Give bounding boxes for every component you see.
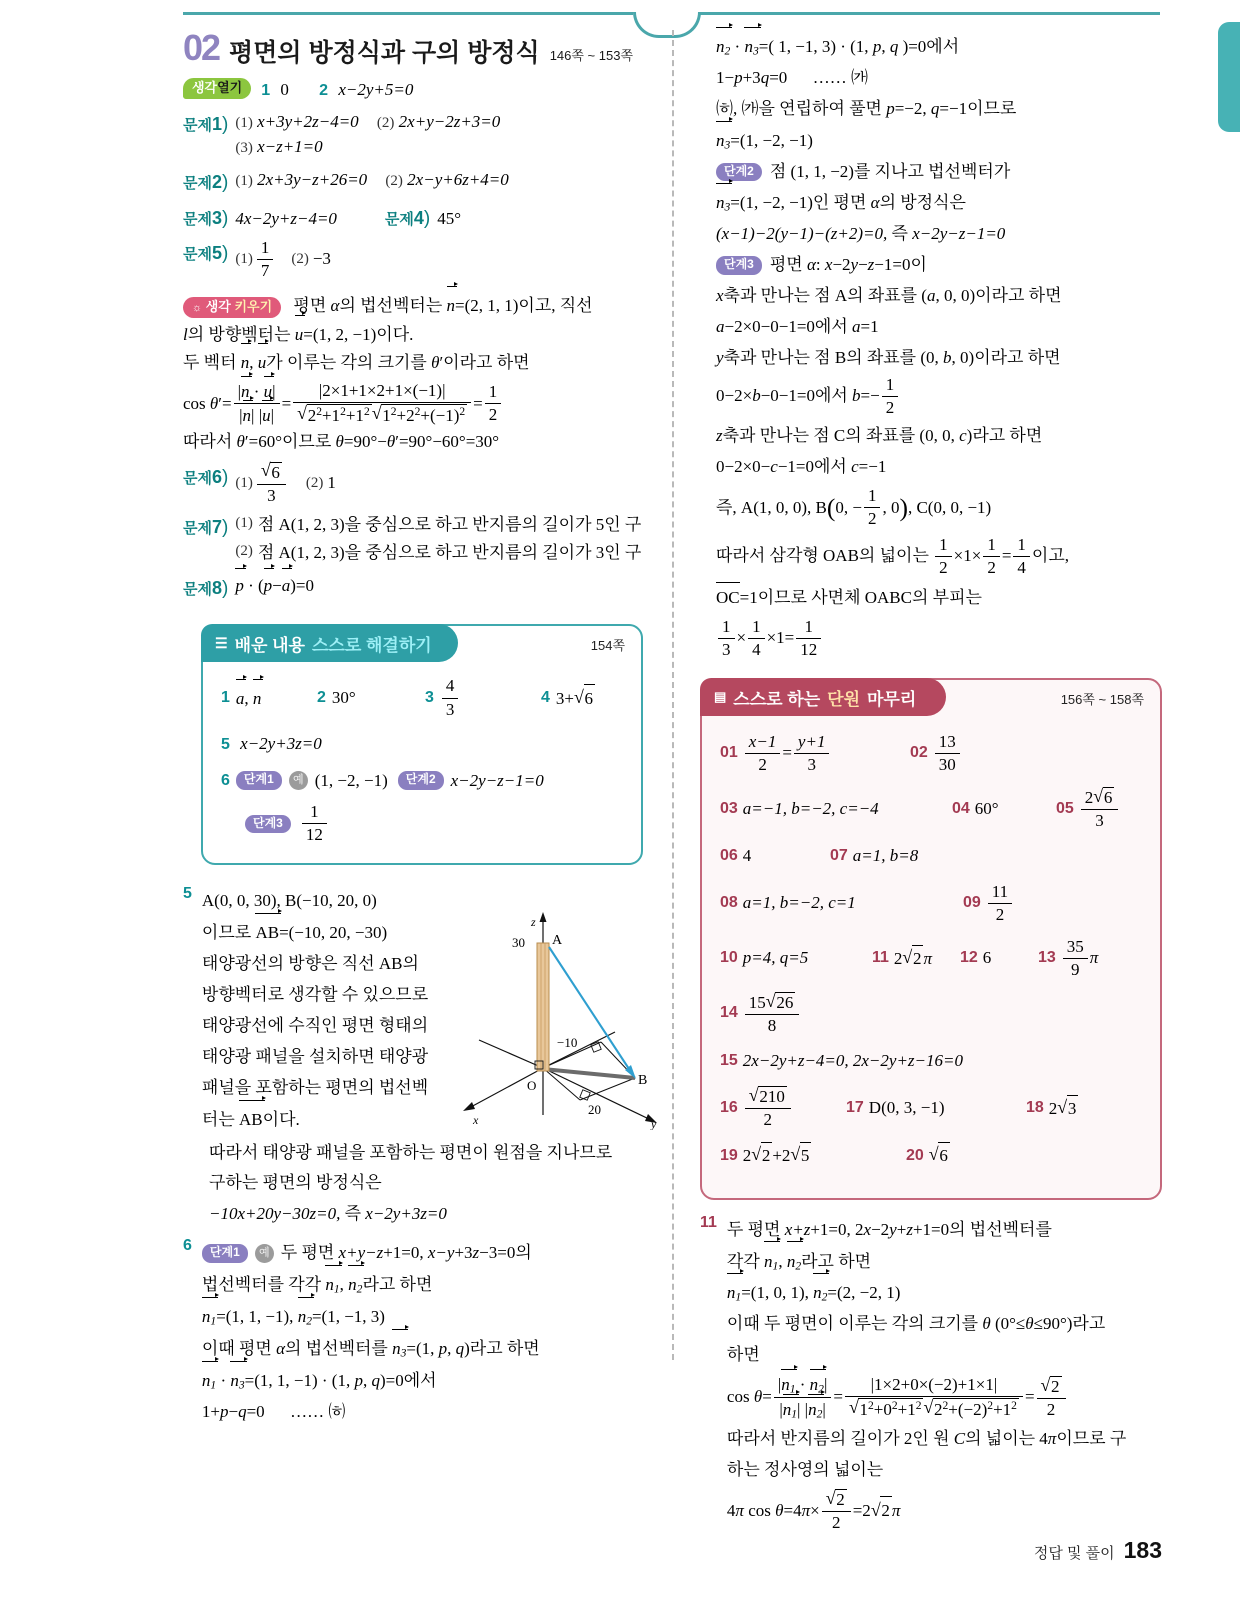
wrapup-row-3: [720, 843, 1142, 869]
sol11-line-3: $n_1=(1$, 0, 1), $n_2=(2$, −2, 1): [727, 1278, 1162, 1308]
sol6r-line-1: $n_2 \cdot n_3=$( 1, −1, 3) · (1, p, q )=0에서: [716, 32, 1162, 62]
wrapup-header-b: 단원: [827, 689, 860, 709]
problem-6-answer-1: [257, 462, 286, 506]
wrapup-num-06: 06: [720, 847, 738, 865]
answer-text: 2x+y−2z+3=0: [398, 111, 501, 131]
teal-num-5: 5: [221, 735, 230, 753]
mark: (1): [235, 173, 253, 190]
sol11-tail-3: 4π cos θ=4π× √ $\frac{2}{2}$ =2 √ 2 π: [727, 1489, 1162, 1533]
mark: (2): [376, 114, 395, 131]
sol5-line-1: A(0, 0, 30), B(−10, 20, 0): [201, 891, 377, 911]
sol11-formula: cos θ= $\frac{|n_1 \cdot n_2|}{|n_1| |n_2|}$ = |1×2+0×(−2)+1×1| √ $1^2+0^2+1^2$ √ $2^2+(-2)^2+1^2$ = √ $\frac{2}{2}$: [727, 1374, 1162, 1421]
opening-tag-b: 열기: [217, 80, 243, 95]
x-axis-arrow: [463, 1102, 475, 1111]
wrapup-val-08: a=1, b=−2, c=1: [742, 893, 856, 912]
answer-text: 2x+3y−z+26=0: [257, 170, 368, 190]
chapter-header: [183, 27, 653, 68]
teal-num-6: 6: [221, 771, 230, 789]
solution-6-continued: [716, 32, 1162, 660]
problem-row-1: [183, 109, 653, 162]
page-footer: [1034, 1537, 1162, 1564]
problem-label-6: 문제6): [183, 466, 229, 488]
wrapup-num-10: 10: [720, 948, 738, 966]
problem-6-answer-2: 1: [327, 473, 336, 493]
numerator: 1: [257, 238, 274, 260]
problem-label-2: 문제2): [183, 172, 229, 194]
teal-answer-3: $\frac{4}{3}$: [442, 676, 459, 719]
sol6r-step2-line-2: $n_3=(1$, −2, −1)인 평면 α의 방정식은: [716, 188, 1162, 218]
footer-page-number: 183: [1123, 1537, 1162, 1563]
think-grow-formula: cos θ′= $\frac{|n \cdot u|}{|n| |u|}$ = |2×1+1×2+1×(−1)| √ $2^2+1^2+1^2$ √ $1^2+2^2+(-1)^2$ = $\frac{1}{2}$: [183, 381, 653, 426]
mark: (2): [385, 173, 403, 190]
opening-tag: [183, 78, 251, 99]
diagram-svg: [455, 900, 665, 1130]
teal-step3-value: [302, 802, 327, 845]
wrapup-num-04: 04: [952, 799, 970, 817]
wrapup-num-16: 16: [720, 1098, 738, 1116]
sol6r-step3-line-5: 0−2×b−0−1=0에서 b=− $\frac{1}{2}$: [716, 375, 1162, 418]
think-grow-line-3: 두 벡터 n, u가 이루는 각의 크기를 θ′이라고 하면: [183, 348, 653, 377]
problem-row-7: [183, 512, 653, 567]
top-rule-right: [700, 12, 1160, 15]
teal-answer-row-2: [221, 730, 623, 758]
chapter-number: 02: [183, 27, 220, 68]
sol6r-step3-line-3: a−2×0−0−1=0에서 a=1: [716, 317, 879, 337]
teal-answer-1: a, n: [236, 684, 262, 712]
chapter-title: 평면의 방정식과 구의 방정식: [229, 39, 540, 67]
teal-num-4: 4: [541, 689, 550, 707]
sol6r-step3-line-10: OC=1이므로 사면체 OABC의 부피는: [716, 582, 1162, 613]
label-minus10: −10: [557, 1035, 578, 1050]
teal-num-3: 3: [425, 689, 434, 707]
sol6r-line-3: ㈍, ㈎을 연립하여 풀면 p=−2, q=−1이므로: [716, 98, 1017, 118]
problem-row-2: [183, 167, 653, 197]
sol11-tail-2: 하는 정사영의 넓이는: [726, 1460, 884, 1480]
negative-y-axis: [479, 1040, 543, 1068]
chapter-page-range: 146쪽 ~ 153쪽: [549, 48, 633, 63]
opening-item-2-num: 2: [319, 82, 329, 99]
wrapup-row-1: 01 $\frac{x-1}{2}$ = $\frac{y+1}{3}$ 02 $\frac{13}{30}$: [720, 732, 1142, 775]
teal-answer-2: 30°: [331, 688, 356, 708]
side-tab-marker: [1218, 22, 1240, 132]
sol6r-step3-line-6: z축과 만나는 점 C의 좌표를 (0, 0, c)라고 하면: [716, 425, 1043, 445]
wrapup-num-03: 03: [720, 799, 738, 817]
problem-label-8: 문제8): [183, 577, 229, 599]
problem-label-4: 문제4): [384, 207, 431, 229]
wrapup-num-18: 18: [1026, 1098, 1044, 1116]
z-axis-arrow: [540, 912, 547, 922]
problem-5-answer-1: [257, 238, 274, 281]
problem-7-line-1: [235, 513, 653, 538]
problem-1-line-2: [235, 135, 653, 160]
solution-11: [700, 1214, 1162, 1536]
problem-3-answer: 4x−2y+z−4=0: [235, 208, 337, 228]
problem-row-5: [183, 238, 653, 281]
mark: (1): [235, 514, 253, 531]
sol6-line-6: 1+p−q=0 …… ㈍: [201, 1401, 346, 1421]
sol5-tail-1: 따라서 태양광 패널을 포함하는 평면이 원점을 지나므로: [209, 1142, 613, 1162]
opening-item-2-answer: x−2y+5=0: [338, 80, 414, 99]
mark: (1): [235, 474, 253, 491]
problem-row-8: [183, 573, 653, 603]
wrapup-row-5: 10 p=4, q=5 11 2 √ 2 π 12 6 13 $\frac{35}{9}$ π: [720, 937, 1142, 980]
list-icon: ▤: [714, 689, 727, 705]
denominator: 12: [305, 825, 323, 845]
wrapup-val-07: a=1, b=8: [852, 846, 919, 866]
teal-num-2: 2: [317, 689, 326, 707]
sol6r-step2-line-1: 단계2 점 (1, 1, −2)를 지나고 법선벡터가: [716, 158, 1162, 187]
teal-step3-tag: 단계3: [245, 815, 291, 834]
answer-text: 점 A(1, 2, 3)을 중심으로 하고 반지름의 길이가 5인 구: [257, 514, 642, 534]
denominator: 3: [267, 485, 276, 505]
wrapup-num-19: 19: [720, 1146, 738, 1164]
opening-item-1-answer: 0: [280, 80, 289, 99]
problem-label-7: 문제7): [183, 516, 229, 538]
solution-5-number: 5: [183, 885, 192, 903]
problem-label-1: 문제1): [183, 113, 229, 135]
teal-step1-value: (1, −2, −1): [314, 771, 388, 791]
think-grow-line-2: l의 방향벡터는 u=(1, 2, −1)이다.: [183, 320, 653, 349]
wrapup-header-a: 스스로 하는: [733, 689, 821, 709]
wrapup-val-17: D(0, 3, −1): [868, 1098, 945, 1118]
sol6-line-4: 이때 평면 α의 법선벡터를 $n_3=(1$, p, q)라고 하면: [202, 1334, 653, 1364]
column-divider: [672, 30, 674, 1360]
sol6r-step3-line-7: 0−2×0−c−1=0에서 c=−1: [716, 456, 887, 476]
solution-6: [183, 1237, 653, 1428]
sol6r-step2-tag: 단계2: [716, 163, 762, 182]
wrapup-num-17: 17: [846, 1098, 864, 1116]
negative-x-axis: [543, 1032, 615, 1068]
coordinate-diagram: [455, 900, 665, 1130]
sol6r-step3-line-4: y축과 만나는 점 B의 좌표를 (0, b, 0)이라고 하면: [716, 347, 1061, 367]
sol6-example-badge: 예: [255, 1244, 274, 1263]
sol5-line-7: 패널을 포함하는 평면의 법선벡: [201, 1077, 429, 1097]
teal-answer-row-1: [221, 676, 623, 719]
teal-num-1: 1: [221, 689, 230, 707]
think-grow-line-5: 따라서 θ′=60°이므로 θ=90°−θ′=90°−60°=30°: [183, 432, 500, 452]
problem-label-3: 문제3): [183, 207, 229, 229]
answer-text: 2x−y+6z+4=0: [407, 170, 509, 190]
mark: (1): [235, 250, 253, 267]
answer-text: x−z+1=0: [257, 137, 323, 157]
vector-ab: [549, 947, 631, 1072]
think-grow-line-1: 평면 α의 법선벡터는 n=(2, 1, 1)이고, 직선: [293, 296, 592, 315]
teal-answer-row-6b: [245, 802, 623, 845]
label-20: 20: [588, 1102, 601, 1117]
unit-wrapup-page: 156쪽 ~ 158쪽: [1060, 692, 1144, 708]
problem-4-answer: 45°: [437, 208, 462, 228]
answer-text: 점 A(1, 2, 3)을 중심으로 하고 반지름의 길이가 3인 구: [257, 543, 642, 563]
wrapup-row-7: [720, 1048, 1142, 1074]
think-grow-tag: ☼ 생각 키우기: [183, 297, 281, 319]
sol6-step1-tag: 단계1: [202, 1244, 248, 1263]
label-z: z: [531, 915, 536, 929]
learned-header-a: 배운 내용: [234, 635, 305, 655]
problem-7-line-2: [235, 541, 653, 566]
numerator: 1: [302, 802, 327, 824]
sol11-tail-1: 따라서 반지름의 길이가 2인 원 C의 넓이는 4π이므로 구: [726, 1429, 1127, 1449]
teal-step1-tag: 단계1: [236, 771, 282, 790]
teal-step2-value: x−2y−z−1=0: [450, 771, 544, 791]
sol6r-step3-line-1: 단계3 평면 α: x−2y−z−1=0이: [716, 251, 1162, 280]
solution-11-number: 11: [700, 1213, 717, 1231]
right-angle-near: [580, 1090, 590, 1100]
wrapup-val-10: p=4, q=5: [742, 948, 809, 968]
wrapup-val-11: 2 √ 2 π: [894, 945, 932, 972]
sol5-line-2: 이므로 AB=(−10, 20, −30): [202, 918, 653, 948]
learned-content-header: [201, 624, 458, 662]
sol6r-step3-line-9: 따라서 삼각형 OAB의 넓이는 $\frac{1}{2}$ ×1× $\frac{1}{2}$ = $\frac{1}{4}$ 이고,: [716, 535, 1070, 578]
sol6r-line-2: 1−p+3q=0 …… ㈎: [716, 67, 869, 87]
problem-row-3-4: [183, 203, 653, 233]
sol5-line-8: 터는 AB이다.: [202, 1105, 653, 1135]
opening-item-1-num: 1: [261, 82, 271, 99]
solution-6-number: 6: [183, 1237, 192, 1255]
footer-label: 정답 및 풀이: [1033, 1545, 1115, 1562]
wrapup-val-20: √ 6: [929, 1142, 950, 1169]
sol6r-step3-line-11: $\frac{1}{3}$ × $\frac{1}{4}$ ×1= $\frac{1}{12}$: [716, 617, 1162, 660]
sol5-tail-3: −10x+20y−30z=0, 즉 x−2y+3z=0: [209, 1204, 447, 1224]
top-rule-left: [183, 12, 633, 15]
learned-content-body: [221, 676, 623, 845]
unit-wrapup-box: [700, 678, 1162, 1200]
teal-answer-5: x−2y+3z=0: [240, 733, 322, 753]
wrapup-num-01: 01: [720, 744, 738, 762]
sol6r-step3-tag: 단계3: [716, 256, 762, 275]
sol6-line-2: 법선벡터를 각각 $n_1$, $n_2$라고 하면: [202, 1270, 653, 1300]
sol11-line-2: 각각 $n_1$, $n_2$라고 하면: [727, 1247, 1162, 1277]
denominator: 7: [260, 261, 270, 281]
wrapup-val-15: 2x−2y+z−4=0, 2x−2y+z−16=0: [742, 1050, 963, 1070]
learned-header-b: 스스로 해결하기: [311, 635, 432, 655]
wrapup-num-02: 02: [910, 744, 928, 762]
think-grow-tag-b: 키우기: [234, 298, 273, 314]
sol5-line-3: 태양광선의 방향은 직선 AB의: [201, 954, 419, 974]
wrapup-num-13: 13: [1038, 948, 1056, 966]
think-grow-tag-a: 생각: [205, 298, 231, 314]
sol11-line-4: 이때 두 평면이 이루는 각의 크기를 θ (0°≤θ≤90°)라고: [726, 1314, 1106, 1334]
wrapup-row-8: 16 √ $\frac{210}{2}$ 17 D(0, 3, −1) 18 2 √ 3: [720, 1086, 1142, 1130]
wrapup-val-12: 6: [982, 948, 992, 968]
wrapup-num-07: 07: [830, 847, 848, 865]
wrapup-num-15: 15: [720, 1051, 738, 1069]
teal-step2-tag: 단계2: [398, 771, 444, 790]
radicand: 6: [271, 462, 280, 482]
right-column: [700, 30, 1162, 1535]
left-column: [183, 27, 653, 1429]
wrapup-val-03: a=−1, b=−2, c=−4: [742, 799, 879, 819]
teal-example-badge: 예: [289, 771, 308, 790]
mark: (1): [235, 114, 253, 131]
sol6-line-5: $n_1 \cdot n_3=(1$, 1, −1) · (1, p, q)=0에서: [202, 1366, 653, 1396]
segment-ob: [543, 1069, 635, 1078]
label-30: 30: [512, 935, 525, 950]
problem-label-5: 문제5): [183, 243, 229, 265]
label-x: x: [473, 1113, 479, 1127]
sol5-tail-2: 구하는 평면의 방정식은: [209, 1173, 382, 1193]
unit-wrapup-header: [700, 678, 946, 716]
wrapup-header-c: 마무리: [867, 689, 917, 709]
sol5-line-5: 태양광선에 수직인 평면 형태의: [201, 1016, 429, 1035]
wrapup-val-18: 2 √ 3: [1049, 1095, 1079, 1122]
wrapup-row-4: 08 a=1, b=−2, c=1 09 $\frac{11}{2}$: [720, 882, 1142, 925]
mark: (3): [235, 140, 253, 157]
mark: (2): [291, 250, 309, 267]
label-O: O: [527, 1078, 537, 1093]
problem-2-line-1: [235, 168, 653, 193]
sol5-line-4: 방향벡터로 생각할 수 있으므로: [201, 985, 429, 1005]
wrapup-num-09: 09: [963, 893, 981, 911]
sol6r-step3-line-2: x축과 만나는 점 A의 좌표를 (a, 0, 0)이라고 하면: [716, 286, 1062, 306]
unit-wrapup-body: [720, 732, 1142, 1170]
sol11-line-1: 두 평면 x+z+1=0, 2x−2y+z+1=0의 법선벡터를: [726, 1219, 1052, 1239]
teal-answer-row-6: [221, 767, 623, 794]
wrapup-row-9: [720, 1142, 1142, 1169]
wrapup-val-19: 2 √ 2 +2 √ 5: [743, 1142, 812, 1169]
solution-5-tail: [209, 1139, 653, 1230]
sol6r-step3-line-8: 즉, A(1, 0, 0), B(0, − $\frac{1}{2}$ , 0), C(0, 0, −1): [716, 485, 992, 528]
sol6r-line-4: $n_3=(1$, −2, −1): [716, 126, 1162, 156]
wrapup-num-20: 20: [906, 1146, 924, 1164]
problem-8-answer: p · (p−a)=0: [235, 573, 653, 599]
teal-answer-4: 3+ √ 6: [556, 684, 595, 712]
wrapup-row-2: 03 a=−1, b=−2, c=−4 04 60° 05 $\frac{2 √ 6}{3}$: [720, 787, 1142, 831]
answer-text: x+3y+2z−4=0: [257, 111, 359, 131]
mark: (2): [305, 474, 324, 491]
sol5-line-6: 태양광 패널을 설치하면 태양광: [201, 1046, 429, 1066]
wrapup-num-11: 11: [872, 948, 889, 966]
wrapup-val-04: 60°: [974, 799, 999, 819]
opening-row: [183, 78, 653, 103]
think-grow-block: [183, 291, 653, 455]
learned-content-box: [201, 624, 643, 865]
sol11-line-5: 하면: [726, 1345, 760, 1365]
label-y: y: [651, 1117, 657, 1130]
wrapup-num-05: 05: [1056, 799, 1074, 817]
sol6-line-1: 단계1 예 두 평면 x+y−z+1=0, x−y+3z−3=0의: [202, 1239, 653, 1268]
mark: (2): [235, 543, 253, 560]
wrapup-row-6: 14 $\frac{15 √ 26}{8}$: [720, 992, 1142, 1036]
problem-1-line-1: [235, 110, 653, 135]
book-icon: ☰: [215, 634, 228, 651]
wrapup-num-12: 12: [960, 948, 978, 966]
label-A: A: [552, 933, 563, 948]
label-B: B: [638, 1073, 648, 1088]
sol6-line-3: $n_1=(1$, 1, −1), $n_2=(1$, −1, 3): [202, 1302, 653, 1332]
wrapup-num-14: 14: [720, 1004, 738, 1022]
sol6r-step2-line-3: (x−1)−2(y−1)−(z+2)=0, 즉 x−2y−z−1=0: [716, 224, 1006, 244]
wrapup-num-08: 08: [720, 893, 738, 911]
opening-tag-a: 생각: [192, 80, 218, 95]
problem-5-answer-2: −3: [312, 249, 331, 269]
learned-content-page: 154쪽: [590, 638, 625, 654]
problem-row-6: [183, 462, 653, 506]
wrapup-val-06: 4: [742, 846, 752, 866]
pole-shape: [537, 943, 549, 1071]
